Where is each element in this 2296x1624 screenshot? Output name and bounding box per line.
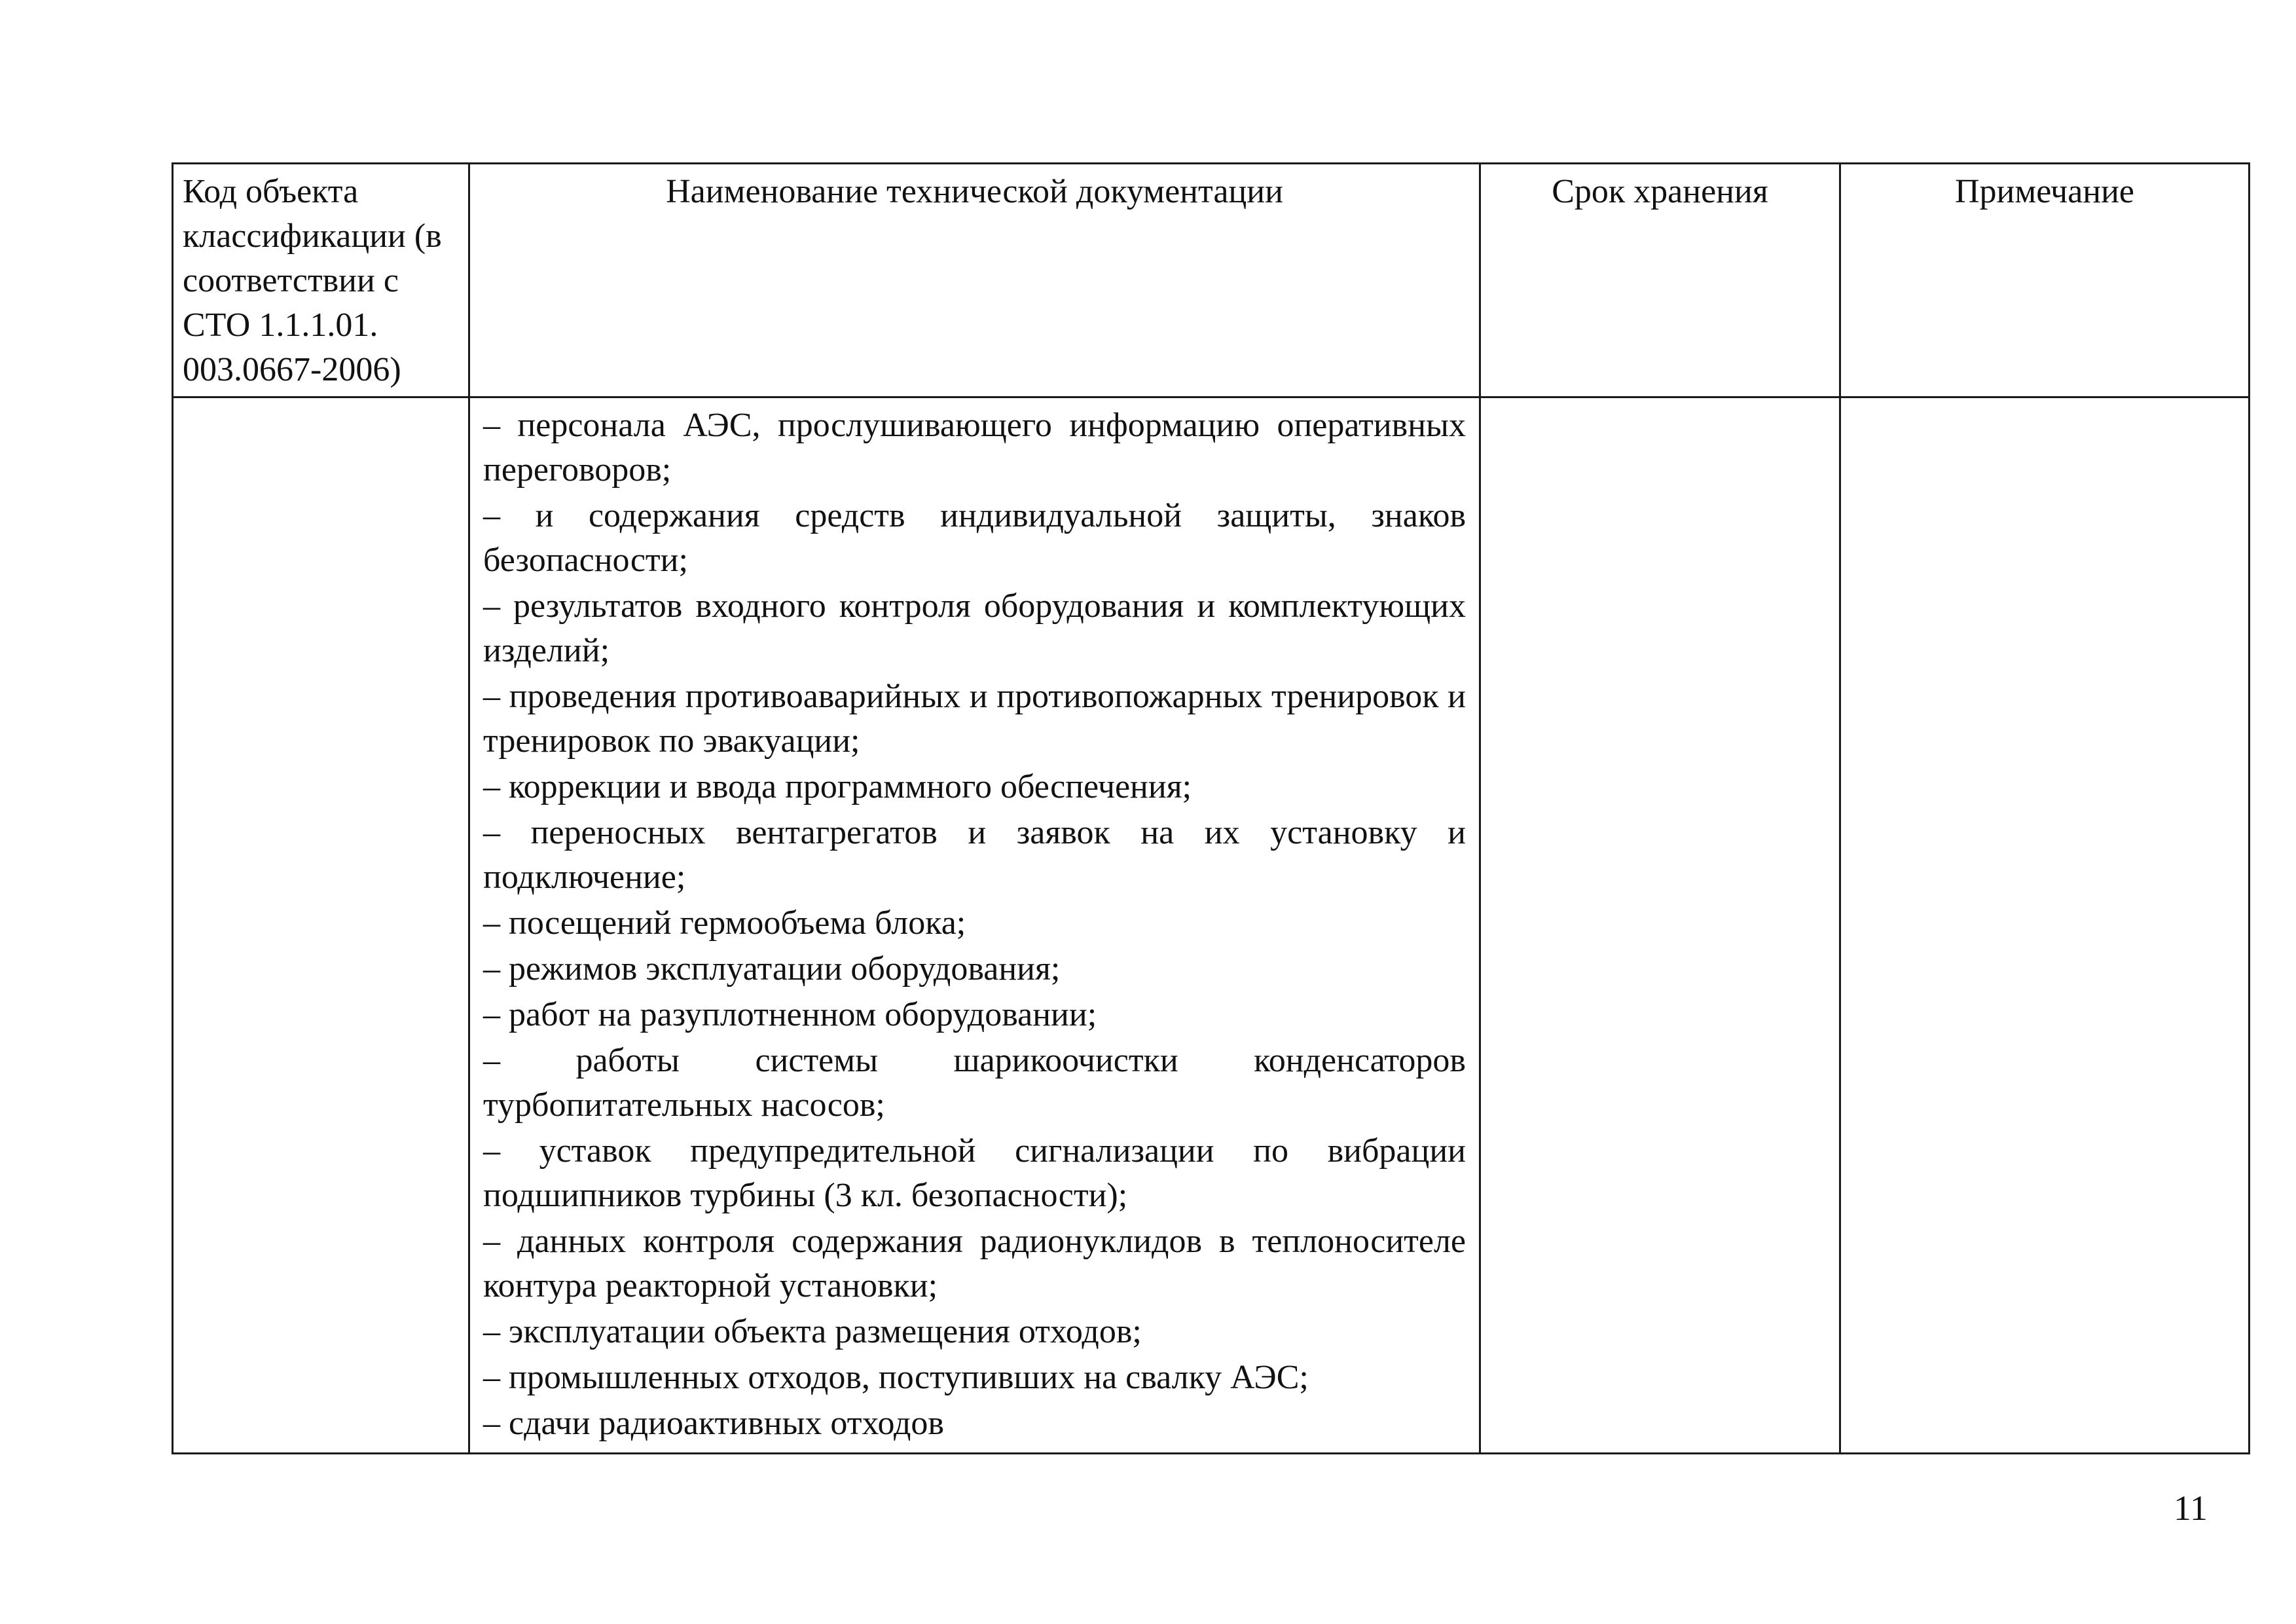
list-item: – результатов входного контроля оборудования и комплектующих изделий;	[483, 587, 1466, 669]
list-item: – и содержания средств индивидуальной защиты, знаков безопасности;	[483, 497, 1466, 579]
list-item: – данных контроля содержания радионуклидов в теплоносителе контура реакторной установки;	[483, 1223, 1466, 1304]
list-item: – уставок предупредительной сигнализации по вибрации подшипников турбины (3 кл. безопасности);	[483, 1132, 1466, 1214]
documentation-table	[172, 162, 2250, 1454]
header-code: Код объекта классификации (в соответствии с СТО 1.1.1.01. 003.0667-2006)	[173, 164, 469, 397]
cell-note	[1840, 397, 2250, 1454]
list-item: – переносных вентагрегатов и заявок на их установку и подключение;	[483, 814, 1466, 896]
header-storage-period: Срок хранения	[1480, 164, 1840, 397]
cell-storage-period	[1480, 397, 1840, 1454]
list-item: – сдачи радиоактивных отходов	[483, 1405, 944, 1442]
list-item: – посещений гермообъема блока;	[483, 904, 966, 942]
table-row	[173, 397, 2250, 1454]
list-item: – проведения противоаварийных и противопожарных тренировок и тренировок по эвакуации;	[483, 678, 1466, 760]
list-item: – работы системы шарикоочистки конденсаторов турбопитательных насосов;	[483, 1042, 1466, 1124]
header-note: Примечание	[1840, 164, 2250, 397]
list-item: – коррекции и ввода программного обеспечения;	[483, 768, 1192, 805]
cell-doc-items	[469, 397, 1480, 1454]
list-item: – эксплуатации объекта размещения отходов;	[483, 1313, 1142, 1350]
cell-code	[173, 397, 469, 1454]
header-doc-name: Наименование технической документации	[469, 164, 1480, 397]
header-row	[173, 164, 2250, 397]
list-item: – работ на разуплотненном оборудовании;	[483, 996, 1097, 1033]
list-item: – промышленных отходов, поступивших на свалку АЭС;	[483, 1359, 1309, 1396]
page-number: 11	[2174, 1488, 2208, 1528]
list-item: – персонала АЭС, прослушивающего информацию оперативных переговоров;	[483, 407, 1466, 489]
list-item: – режимов эксплуатации оборудования;	[483, 950, 1061, 987]
